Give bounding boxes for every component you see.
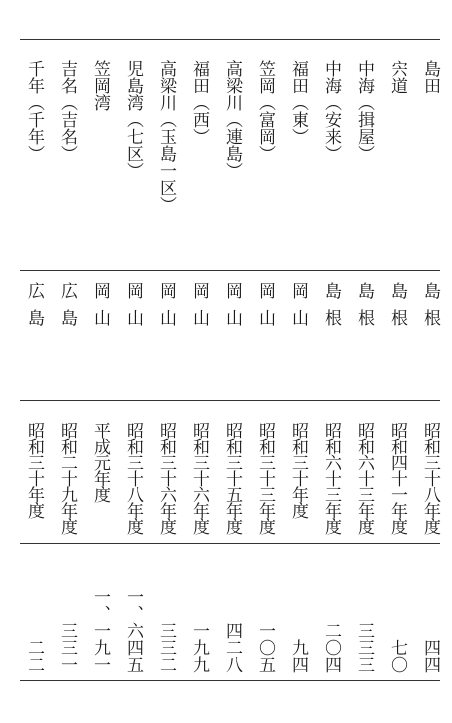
year-cell: 昭和三十年度 [288,422,308,518]
prefecture-cell: 岡山 [189,282,209,336]
year-cell: 平成元年度 [90,422,110,502]
prefecture-cell: 広島 [24,282,44,336]
value-cell: 三三二 [156,622,176,673]
value-cell: 一九九 [189,622,209,673]
prefecture-cell: 岡山 [156,282,176,336]
year-cell: 昭和六十三年度 [321,422,341,534]
year-cell: 昭和三十六年度 [189,422,209,534]
year-cell: 昭和三十八年度 [420,422,440,534]
value-cell: 一、六四五 [123,588,143,673]
prefecture-cell: 島根 [420,282,440,336]
value-cell: 二〇四 [321,622,341,673]
value-cell: 一、一九一 [90,588,110,673]
year-cell: 昭和三十六年度 [156,422,176,534]
prefecture-cell: 岡山 [288,282,308,336]
prefecture-cell: 岡山 [123,282,143,336]
place-cell: 笠岡（富岡） [255,60,275,162]
place-cell: 宍道 [387,60,407,94]
prefecture-cell: 島根 [354,282,374,336]
place-cell: 千年（千年） [24,60,44,162]
bottom-rule [20,680,440,681]
year-cell: 昭和三十三年度 [255,422,275,534]
place-cell: 福田（東） [288,60,308,145]
top-rule [20,39,440,40]
value-cell: 七〇 [387,639,407,673]
prefecture-cell: 岡山 [255,282,275,336]
place-cell: 児島湾（七区） [123,60,143,179]
place-cell: 島田 [420,60,440,94]
year-cell: 昭和三十五年度 [222,422,242,534]
place-cell: 中海（安来） [321,60,341,162]
place-cell: 福田（西） [189,60,209,145]
rule-after-place [20,270,440,271]
value-cell: 二二 [24,639,44,673]
year-cell: 昭和三十年度 [24,422,44,518]
prefecture-cell: 島根 [321,282,341,336]
value-cell: 三三一 [57,622,77,673]
year-cell: 昭和六十三年度 [354,422,374,534]
place-cell: 高梁川（玉島一区） [156,60,176,213]
value-cell: 一〇五 [255,622,275,673]
prefecture-cell: 島根 [387,282,407,336]
prefecture-cell: 岡山 [90,282,110,336]
prefecture-cell: 岡山 [222,282,242,336]
place-cell: 笠岡湾 [90,60,110,111]
place-cell: 吉名（吉名） [57,60,77,162]
value-cell: 四二八 [222,622,242,673]
year-cell: 昭和二十九年度 [57,422,77,534]
year-cell: 昭和三十八年度 [123,422,143,534]
year-cell: 昭和四十一年度 [387,422,407,534]
place-cell: 中海（揖屋） [354,60,374,162]
prefecture-cell: 広島 [57,282,77,336]
rule-after-year [20,543,440,544]
rule-after-prefecture [20,400,440,401]
value-cell: 三三三 [354,622,374,673]
value-cell: 四四 [420,639,440,673]
value-cell: 九四 [288,639,308,673]
place-cell: 高梁川（連島） [222,60,242,179]
